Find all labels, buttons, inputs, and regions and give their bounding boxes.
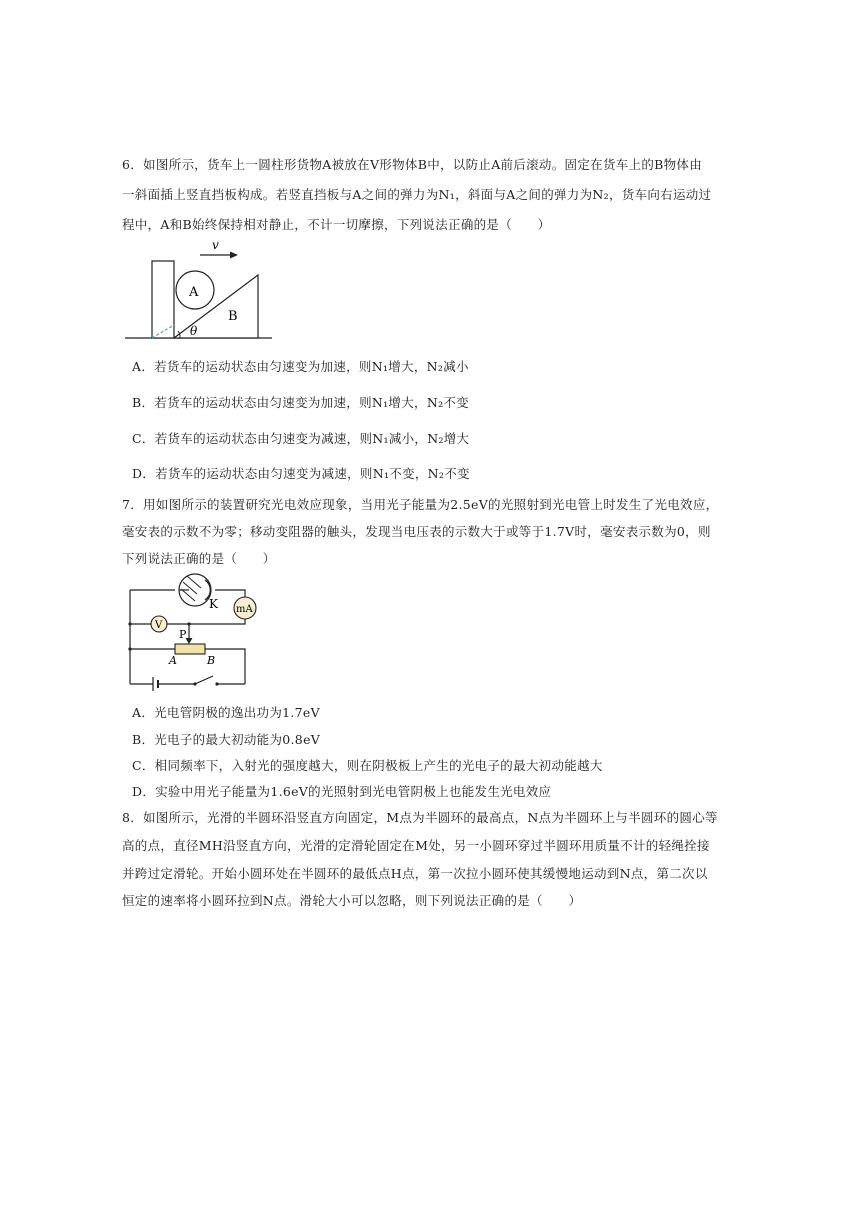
q6-option-c[interactable]: C．若货车的运动状态由匀速变为减速，则N₁减小，N₂增大 (132, 431, 470, 446)
right-wire (200, 619, 245, 624)
q6-option-b[interactable]: B．若货车的运动状态由匀速变为加速，则N₁增大，N₂不变 (132, 395, 469, 410)
q8-stem-line-2: 高的点，直径MH沿竖直方向，光滑的定滑轮固定在M处，另一小圆环穿过半圆环用质量不计的轻绳拴接 (122, 838, 710, 853)
q7-option-b[interactable]: B．光电子的最大初动能为0.8eV (132, 732, 321, 747)
voltmeter-label: V (155, 620, 163, 631)
velocity-arrowhead (230, 252, 238, 259)
rheostat-end-a-label: A (169, 654, 177, 667)
rheostat-end-b-label: B (207, 654, 216, 667)
q6-stem-line-3: 程中，A和B始终保持相对静止，不计一切摩擦，下列说法正确的是（ ） (122, 217, 551, 232)
slider-arrowhead (186, 638, 193, 644)
q7-option-a[interactable]: A．光电管阴极的逸出功为1.7eV (132, 705, 320, 720)
q7-option-c[interactable]: C．相同频率下，入射光的强度越大，则在阴极板上产生的光电子的最大初动能越大 (132, 758, 603, 773)
q8-stem-line-3: 并跨过定滑轮。开始小圆环处在半圆环的最低点H点，第一次拉小圆环使其缓慢地运动到N点，第二次以 (122, 866, 708, 881)
cathode-k-label: K (209, 597, 218, 611)
angle-theta-label: θ (190, 324, 198, 338)
q6-option-a[interactable]: A．若货车的运动状态由匀速变为加速，则N₁增大，N₂减小 (132, 359, 469, 374)
switch-blade (195, 676, 213, 684)
velocity-label: v (212, 238, 219, 252)
q6-option-d[interactable]: D．若货车的运动状态由匀速变为减速，则N₁不变，N₂不变 (132, 466, 470, 481)
milliammeter-label: mA (236, 604, 253, 615)
slider-p-label: P (179, 628, 187, 641)
wedge-b-label: B (228, 309, 238, 324)
top-wire-right (215, 590, 245, 598)
q7-circuit-figure (125, 572, 275, 692)
q8-stem-line-4: 恒定的速率将小圆环拉到N点。滑轮大小可以忽略，则下列说法正确的是（ ） (122, 893, 582, 908)
q7-option-d[interactable]: D．实验中用光子能量为1.6eV的光照射到光电管阴极上也能发生光电效应 (132, 784, 552, 799)
q8-stem-line-1: 8．如图所示，光滑的半圆环沿竖直方向固定，M点为半圆环的最高点，N点为半圆环上与半圆环的圆心等 (122, 810, 718, 825)
q6-stem-line-1: 6．如图所示，货车上一圆柱形货物A被放在V形物体B中，以防止A前后滚动。固定在货车上的B物体由 (122, 157, 703, 172)
q7-stem-line-3: 下列说法正确的是（ ） (122, 551, 276, 566)
q7-stem-line-1: 7．用如图所示的装置研究光电效应现象，当用光子能量为2.5eV的光照射到光电管上时发生了光电效应， (122, 497, 719, 512)
rheostat (175, 644, 205, 654)
q6-stem-line-2: 一斜面插上竖直挡板构成。若竖直挡板与A之间的弹力为N₁，斜面与A之间的弹力为N₂，货车向右运动过 (122, 187, 712, 202)
ball-a-label: A (189, 285, 199, 300)
q6-figure (120, 235, 280, 345)
q7-stem-line-2: 毫安表的示数不为零；移动变阻器的触头，发现当电压表的示数大于或等于1.7V时，毫安表示数为0，则 (122, 524, 711, 539)
junction-dot-left (128, 622, 131, 625)
junction-dot-rheostat (128, 647, 131, 650)
